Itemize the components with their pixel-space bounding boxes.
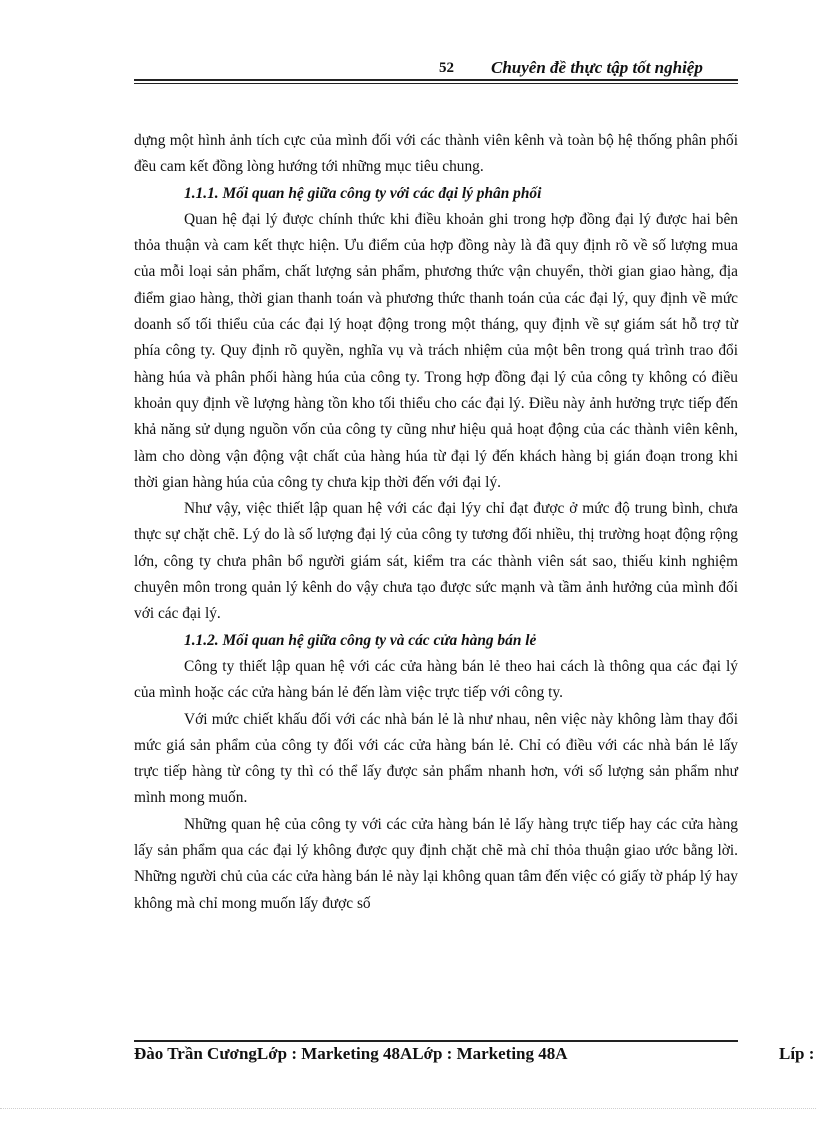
header-rule-thin: [134, 83, 738, 84]
paragraph: Những quan hệ của công ty với các cửa hàng bán lẻ lấy hàng trực tiếp hay các cửa hàng lấy sản phẩm qua các đại lý không được quy định chặt chẽ mà chỉ thỏa thuận giao ước bằng lời. Những người chủ của các cửa hàng bán lẻ này lại không quan tâm đến việc có giấy tờ pháp lý hay không mà chỉ mong muốn lấy được số: [134, 815, 738, 912]
paragraph-continuation: dựng một hình ảnh tích cực của mình đối với các thành viên kênh và toàn bộ hệ thống phân phối đều cam kết đồng lòng hướng tới những mục tiêu chung.: [134, 132, 738, 176]
paragraph: Với mức chiết khấu đối với các nhà bán lẻ là như nhau, nên việc này không làm thay đổi mức giá sản phẩm của công ty đối với các cửa hàng bán lẻ. Chỉ có điều với các nhà bán lẻ lấy trực tiếp hàng từ công ty thì có thể lấy được sản phẩm nhanh hơn, với số lượng sản phẩm như mình mong muốn.: [134, 710, 738, 807]
paragraph: Quan hệ đại lý được chính thức khi điều khoản ghi trong hợp đồng đại lý được hai bên thỏa thuận và cam kết thực hiện. Ưu điểm của hợp đồng này là đã quy định rõ về số lượng mua của mỗi loại sản phẩm, chất lượng sản phẩm, phương thức vận chuyển, thời gian giao hàng, địa điểm giao hàng, thời gian thanh toán và phương thức thanh toán của các đại lý, quy định về mức doanh số tối thiểu của các đại lý hoạt động trong một tháng, quy định về sự giám sát hỗ trợ từ phía công ty. Quy định rõ quyền, nghĩa vụ và trách nhiệm của một bên trong quá trình trao đổi hàng húa và phân phối hàng húa của công ty. Trong hợp đồng đại lý của công ty không có điều khoản quy định về lượng hàng tồn kho tối thiểu cho các đại lý. Điều này ảnh hưởng trực tiếp đến khả năng sử dụng nguồn vốn của công ty cũng như hiệu quả hoạt động của các thành viên kênh, làm cho dòng vận động vật chất của hàng húa từ đại lý đến khách hàng bị gián đoạn trong khi thời gian hàng húa của công ty chưa kịp thời đến với đại lý.: [134, 210, 738, 491]
footer-rule: [134, 1040, 738, 1042]
paragraph: Như vậy, việc thiết lập quan hệ với các đại lýy chỉ đạt được ở mức độ trung bình, chưa thực sự chặt chẽ. Lý do là số lượng đại lý của công ty tương đối nhiều, thị trường hoạt động rộng lớn, công ty chưa phân bổ người giám sát, kiểm tra các thành viên sát sao, thiếu kinh nghiệm chuyên môn trong quản lý kênh do vậy chưa tạo được sức mạnh và tầm ảnh hưởng của mình đối với các đại lý.: [134, 500, 738, 623]
section-heading-1-1-2: 1.1.2. Mối quan hệ giữa công ty và các cửa hàng bán lẻ: [184, 631, 537, 649]
paragraph: Công ty thiết lập quan hệ với các cửa hàng bán lẻ theo hai cách là thông qua các đại lý của mình hoặc các cửa hàng bán lẻ đến làm việc trực tiếp với công ty.: [134, 657, 738, 702]
header-rule-thick: [134, 79, 738, 81]
page-number: 52: [439, 60, 454, 76]
footer-author-class: Đào Trần CươngLớp : Marketing 48ALớp : Marketing 48A: [134, 1044, 568, 1063]
header-title: Chuyên đề thực tập tốt nghiệp: [491, 58, 703, 77]
page-footer: [134, 1044, 816, 1070]
section-heading-1-1-1: 1.1.1. Mối quan hệ giữa công ty với các đại lý phân phối: [184, 184, 542, 202]
document-body: [134, 128, 738, 917]
footer-class-label: Líp :: [779, 1044, 815, 1063]
page-bottom-edge: [0, 1108, 816, 1109]
